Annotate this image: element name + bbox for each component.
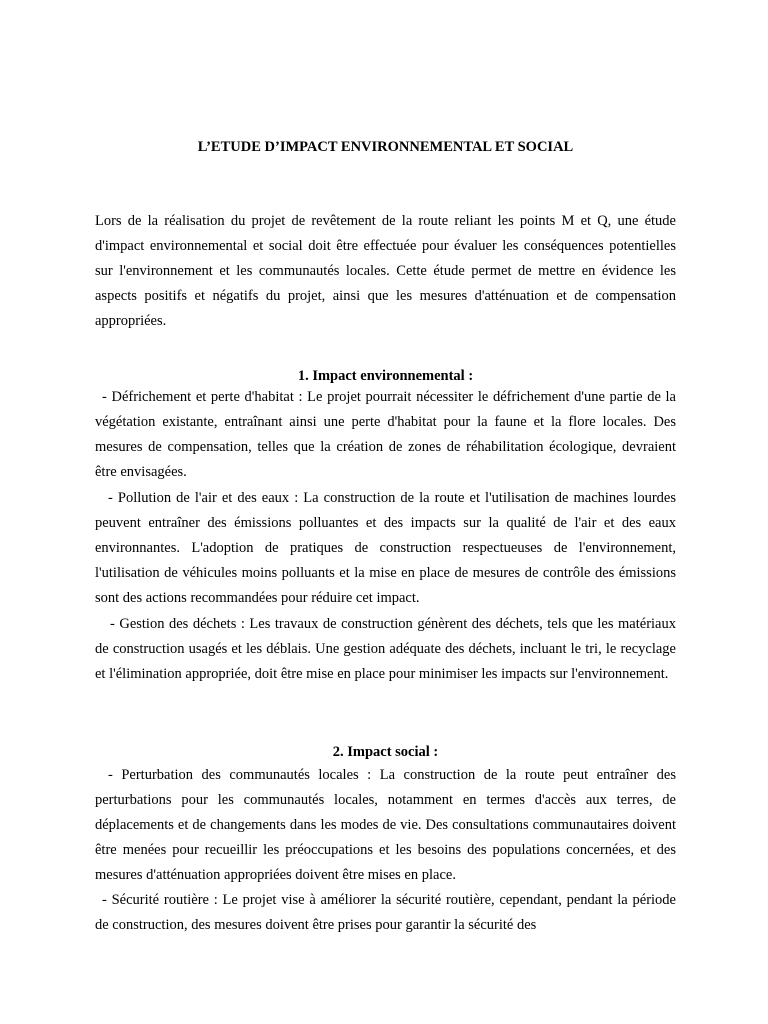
intro-paragraph: Lors de la réalisation du projet de revêtement de la route reliant les points M et Q, une étude d'impact environnemental et social doit être effectuée pour évaluer les conséquences potentielles sur l'environnement et les communautés locales. Cette étude permet de mettre en évidence les aspects positifs et négatifs du projet, ainsi que les mesures d'atténuation et de compensation appropriées. xyxy=(95,213,676,330)
env-item-pollution: - Pollution de l'air et des eaux : La construction de la route et l'utilisation de machines lourdes peuvent entraîner des émissions polluantes et des impacts sur la qualité de l'air et des eaux environnantes. L'adoption de pratiques de construction respectueuses de l'environnement, l'utilisation de véhicules moins polluants et la mise en place de mesures de contrôle des émissions sont des actions recommandées pour réduire cet impact. xyxy=(95,490,676,607)
social-item-communities: - Perturbation des communautés locales : La construction de la route peut entraîner des perturbations pour les communautés locales, notamment en termes d'accès aux terres, de déplacements et de changements dans les modes de vie. Des consultations communautaires doivent être menées pour recueillir les préoccupations et les besoins des populations concernées, et des mesures d'atténuation appropriées doivent être mises en place. xyxy=(95,767,676,884)
env-item-waste: - Gestion des déchets : Les travaux de construction génèrent des déchets, tels que les matériaux de construction usagés et les déblais. Une gestion adéquate des déchets, incluant le tri, le recyclage et l'élimination appropriée, doit être mise en place pour minimiser les impacts sur l'environnement. xyxy=(95,616,676,683)
social-item-road-safety: - Sécurité routière : Le projet vise à améliorer la sécurité routière, cependant, pendant la période de construction, des mesures doivent être prises pour garantir la sécurité des xyxy=(95,892,676,934)
section-heading-social: 2. Impact social : xyxy=(332,744,439,760)
section-heading-environmental: 1. Impact environnemental : xyxy=(297,368,474,384)
env-item-deforestation: - Défrichement et perte d'habitat : Le projet pourrait nécessiter le défrichement d'une partie de la végétation existante, entraînant ainsi une perte d'habitat pour la faune et la flore locales. Des mesures de compensation, telles que la création de zones de réhabilitation écologique, devraient être envisagées. xyxy=(95,389,676,481)
document-title: L’ETUDE D’IMPACT ENVIRONNEMENTAL ET SOCIAL xyxy=(197,139,574,155)
